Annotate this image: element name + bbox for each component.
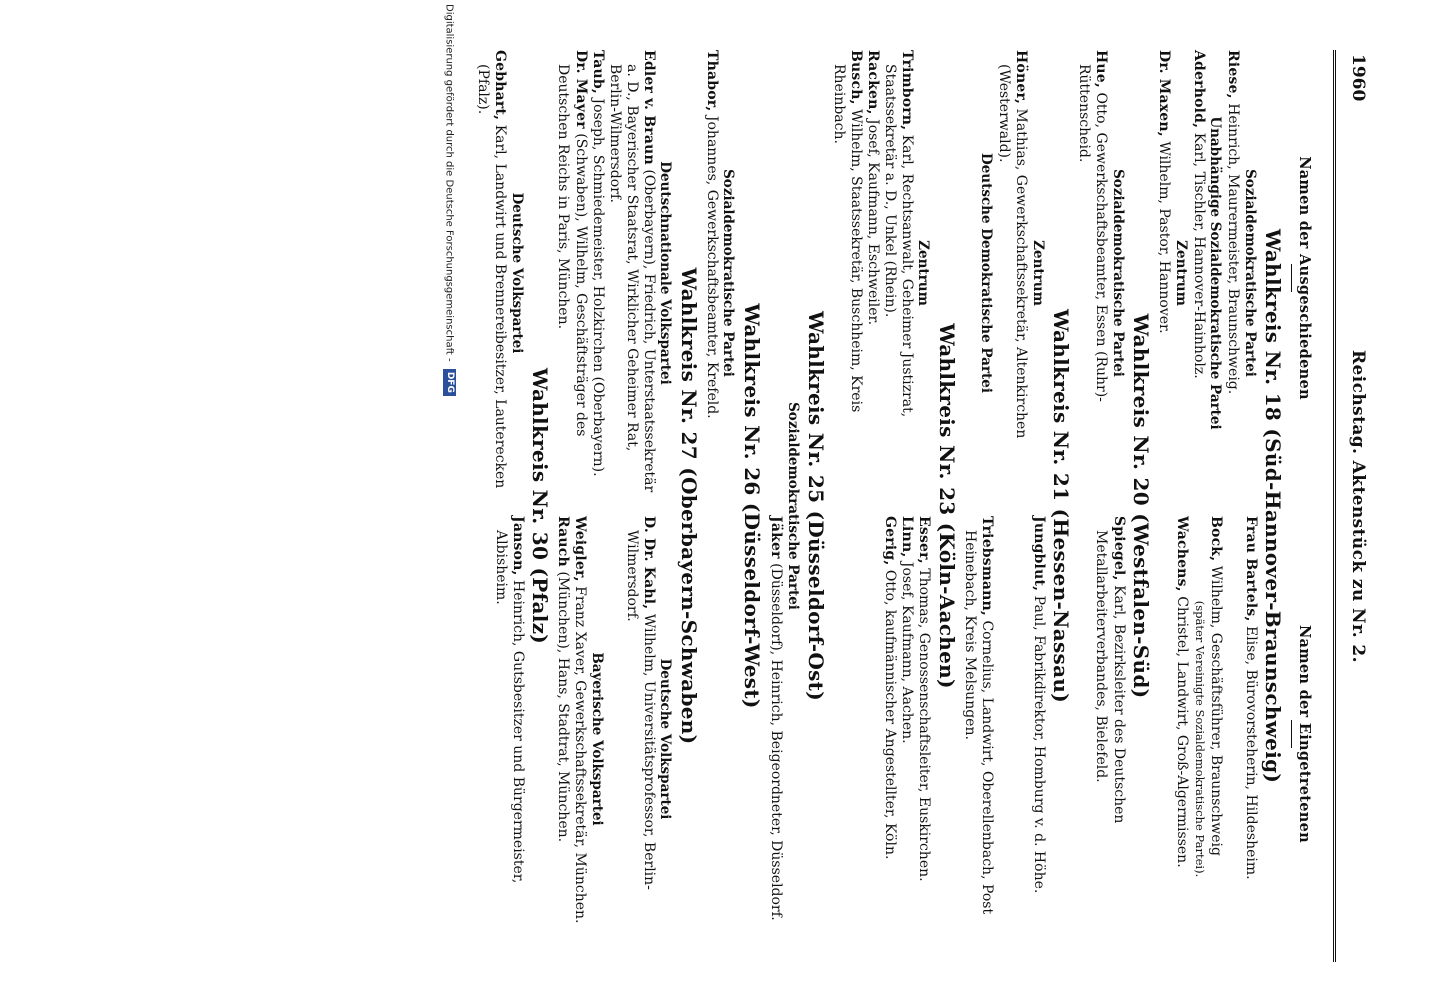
district-row	[1155, 50, 1190, 962]
district-block	[474, 50, 552, 962]
member-name: Trimborn,	[898, 50, 915, 131]
new-member-entry	[491, 516, 525, 962]
member-details: Wilhelm, Staatssekretär, Buschheim, Kreis Rheinbach.	[830, 64, 864, 413]
district-heading: Wahlkreis Nr. 20 (Westfalen-Süd)	[1128, 313, 1153, 699]
column-heading-left: Namen der Ausgeschiedenen	[1287, 50, 1333, 506]
member-details: Christel, Landwirt, Groß-Algermissen.	[1173, 596, 1190, 868]
member-name: Esser,	[916, 516, 933, 564]
member-name: Dr. Mayer	[572, 50, 589, 129]
header-rule	[1333, 50, 1336, 962]
member-name: Busch,	[847, 50, 864, 105]
member-details: Johannes, Gewerkschaftsbeamter, Krefeld.	[703, 115, 720, 419]
right-column-cell	[474, 516, 526, 962]
right-column-cell	[1155, 516, 1190, 962]
departed-member-entry	[881, 50, 915, 496]
left-column-cell	[1224, 50, 1259, 496]
district-row	[1190, 50, 1225, 962]
member-name: Racken,	[864, 50, 881, 115]
member-details: Wilhelm, Geschäftsführer, Braunschweig	[1208, 565, 1225, 856]
member-details: (Düsseldorf), Heinrich, Beigeordneter, Düsseldorf.	[767, 563, 784, 921]
district-row	[830, 50, 933, 962]
departed-member-entry	[1075, 50, 1109, 496]
member-name: Thabor,	[703, 50, 720, 112]
right-column-cell	[554, 516, 606, 962]
district-block	[961, 50, 1073, 962]
member-name: Spiegel,	[1110, 516, 1127, 581]
new-member-entry	[1172, 516, 1189, 962]
member-name: Janson,	[509, 516, 526, 576]
new-member-entry	[767, 516, 784, 962]
right-column-cell	[606, 516, 675, 962]
new-member-entry	[571, 516, 588, 962]
member-details: Wilhelm, Pastor, Hannover.	[1156, 141, 1173, 334]
member-details: Thomas, Genossenschaftsleiter, Euskirchen.	[916, 568, 933, 882]
member-name: Aderhold,	[1190, 50, 1207, 129]
departed-member-entry	[1224, 50, 1241, 496]
left-column-cell	[1075, 50, 1127, 496]
district-row	[1224, 50, 1259, 962]
member-details: Karl, Tischler, Hannover-Hainholz.	[1190, 132, 1207, 379]
member-details: Mathias, Gewerkschaftssekretär, Altenkirchen (Westerwald).	[996, 64, 1030, 439]
running-header	[1342, 50, 1368, 962]
departed-member-entry	[606, 50, 657, 496]
party-heading: Sozialdemokratische Partei	[720, 169, 737, 377]
district-heading: Wahlkreis Nr. 25 (Düsseldorf-Ost)	[803, 311, 828, 701]
district-row	[703, 50, 738, 962]
district-heading: Wahlkreis Nr. 26 (Düsseldorf-West)	[739, 303, 764, 709]
member-name: D. Dr. Kahl,	[640, 516, 657, 610]
district-block	[554, 50, 701, 962]
page-number: 1960	[1348, 54, 1368, 102]
member-details: Paul, Fabrikdirektor, Homburg v. d. Höhe.	[1030, 595, 1047, 894]
member-name: Hue,	[1093, 50, 1110, 88]
left-column-cell	[961, 50, 995, 496]
party-heading: Unabhängige Sozialdemokratische Partei	[1207, 116, 1224, 430]
party-heading: Deutsche Volkspartei	[657, 658, 674, 820]
member-name: Rauch	[555, 516, 572, 567]
district-heading: Wahlkreis Nr. 18 (Süd-Hannover-Braunschweig)	[1261, 228, 1285, 784]
left-column-cell	[703, 50, 738, 496]
district-heading: Wahlkreis Nr. 27 (Oberbayern-Schwaben)	[676, 267, 701, 745]
member-details: Josef, Kaufmann, Aachen.	[899, 561, 916, 744]
column-heading-right: Namen der Eingetretenen	[1287, 506, 1333, 962]
member-name: Jungblut,	[1030, 516, 1047, 592]
district-row	[995, 50, 1047, 962]
departed-member-entry	[1190, 50, 1207, 496]
party-note: (später Vereinigte Sozialdemokratische Partei).	[1192, 600, 1207, 878]
district-heading: Wahlkreis Nr. 23 (Köln-Aachen)	[934, 323, 959, 689]
right-column-cell	[995, 516, 1047, 962]
member-name: Frau Bartels,	[1242, 516, 1259, 622]
left-column-cell	[830, 50, 933, 496]
district-row	[961, 50, 995, 962]
dfg-logo: DFG	[443, 369, 456, 396]
new-member-entry	[554, 516, 571, 962]
left-column-cell	[766, 50, 784, 496]
party-heading: Zentrum	[915, 240, 932, 306]
district-block	[830, 50, 959, 962]
left-column-cell	[606, 50, 675, 496]
district-row	[474, 50, 526, 962]
member-name: Triebsmann,	[978, 516, 995, 616]
right-column-cell	[1224, 516, 1259, 962]
member-details: (Oberbayern), Friedrich, Unterstaatssekretär a. D., Bayerischer Staatsrat, Wirklicher Geheimer Rat, Berlin-Wilmersdorf.	[606, 64, 657, 493]
member-name: Dr. Maxen,	[1156, 50, 1173, 137]
member-details: Franz Xaver, Gewerkschaftssekretär, München.	[572, 586, 589, 924]
district-heading: Wahlkreis Nr. 30 (Pfalz)	[528, 367, 553, 645]
member-details: Heinrich, Gutsbesitzer und Bürgermeister, Albisheim.	[492, 530, 526, 884]
departed-member-entry	[474, 50, 508, 496]
new-member-entry	[961, 516, 995, 962]
member-details: Karl, Landwirt und Brennereibesitzer, Lauterecken (Pfalz).	[475, 64, 509, 489]
new-member-entry	[1029, 516, 1046, 962]
departed-member-entry	[589, 50, 606, 496]
member-name: Weigler,	[572, 516, 589, 582]
member-details: Joseph, Schmiedemeister, Holzkirchen (Oberbayern).	[589, 98, 606, 477]
left-column-cell	[1155, 50, 1190, 496]
digitization-note: Digitalisierung gefördert durch die Deutsche Forschungsgemeinschaft -	[443, 4, 455, 362]
district-row	[554, 50, 606, 962]
new-member-entry	[1242, 516, 1259, 962]
right-column-cell	[830, 516, 933, 962]
member-details: Josef, Kaufmann, Eschweiler.	[864, 119, 881, 326]
member-name: Bock,	[1208, 516, 1225, 562]
right-column-cell	[703, 516, 738, 962]
right-column-cell	[1190, 516, 1225, 962]
party-heading: Sozialdemokratische Partei	[1109, 169, 1126, 377]
member-details: Karl, Rechtsanwalt, Geheimer Justizrat, Staatssekretär a. D., Unkel (Rhein).	[881, 64, 915, 418]
member-name: Linn,	[899, 516, 916, 558]
party-heading: Bayerische Volkspartei	[588, 652, 605, 826]
left-column-cell	[554, 50, 606, 496]
new-member-entry	[915, 516, 932, 962]
district-block	[1075, 50, 1153, 962]
right-column-cell	[961, 516, 995, 962]
departed-member-entry	[830, 50, 864, 496]
new-member-entry	[898, 516, 915, 962]
district-list	[474, 50, 1285, 962]
district-row	[1075, 50, 1127, 962]
page-title: Reichstag. Aktenstück zu Nr. 2.	[1348, 350, 1368, 663]
district-block	[703, 50, 764, 962]
member-name: Gerig,	[882, 516, 899, 566]
departed-member-entry	[554, 50, 588, 496]
member-details: Heinrich, Maurermeister, Braunschweig.	[1225, 103, 1242, 395]
member-name: Höner,	[1013, 50, 1030, 105]
district-heading: Wahlkreis Nr. 21 (Hessen-Nassau)	[1048, 309, 1073, 703]
member-name: Edler v. Braun	[640, 50, 657, 165]
member-details: Karl, Bezirksleiter des Deutschen Metallarbeiterverbandes, Bielefeld.	[1093, 530, 1127, 824]
column-headings	[1287, 50, 1333, 962]
member-name: Wachens,	[1173, 516, 1190, 592]
member-name: Riese,	[1225, 50, 1242, 99]
member-details: Elise, Bürovorsteherin, Hildesheim.	[1242, 625, 1259, 880]
new-member-entry	[1092, 516, 1126, 962]
member-details: (Schwaben), Wilhelm, Geschäftsträger des Deutschen Reichs in Paris, München.	[555, 64, 589, 437]
departed-member-entry	[864, 50, 881, 496]
party-heading: Zentrum	[1029, 240, 1046, 306]
party-heading: Sozialdemokratische Partei	[785, 402, 802, 610]
departed-member-entry	[995, 50, 1029, 496]
member-details: (München), Hans, Stadtrat, München.	[555, 571, 572, 843]
district-block	[766, 50, 828, 962]
member-name: Jäker	[767, 516, 784, 559]
new-member-entry	[623, 516, 657, 962]
party-heading: Deutschnationale Volkspartei	[657, 161, 674, 385]
left-column-cell	[995, 50, 1047, 496]
member-name: Gebhart,	[492, 50, 509, 121]
member-details: Otto, kaufmännischer Angestellter, Köln.	[882, 569, 899, 860]
member-details: Wilhelm, Universitätsprofessor, Berlin-Wilmersdorf.	[623, 530, 657, 890]
right-column-cell	[1075, 516, 1127, 962]
member-details: Otto, Gewerkschaftsbeamter, Essen (Ruhr)-Rüttenscheid.	[1076, 64, 1110, 402]
party-heading: Sozialdemokratische Partei	[1241, 169, 1258, 377]
document-page	[68, 50, 1368, 962]
district-block	[1155, 50, 1285, 962]
district-row	[766, 50, 784, 962]
left-column-cell	[474, 50, 526, 496]
party-heading: Deutsche Volkspartei	[508, 192, 525, 354]
district-row	[606, 50, 675, 962]
member-details: Cornelius, Landwirt, Oberellenbach, Post Heinebach, Kreis Melsungen.	[961, 530, 995, 915]
departed-member-entry	[703, 50, 720, 496]
left-column-cell	[1190, 50, 1225, 496]
departed-member-entry	[1155, 50, 1172, 496]
party-heading: Deutsche Demokratische Partei	[977, 153, 994, 393]
new-member-entry	[881, 516, 898, 962]
member-name: Taub,	[589, 50, 606, 94]
new-member-entry	[1207, 516, 1224, 962]
right-column-cell	[766, 516, 784, 962]
party-heading: Zentrum	[1172, 240, 1189, 306]
